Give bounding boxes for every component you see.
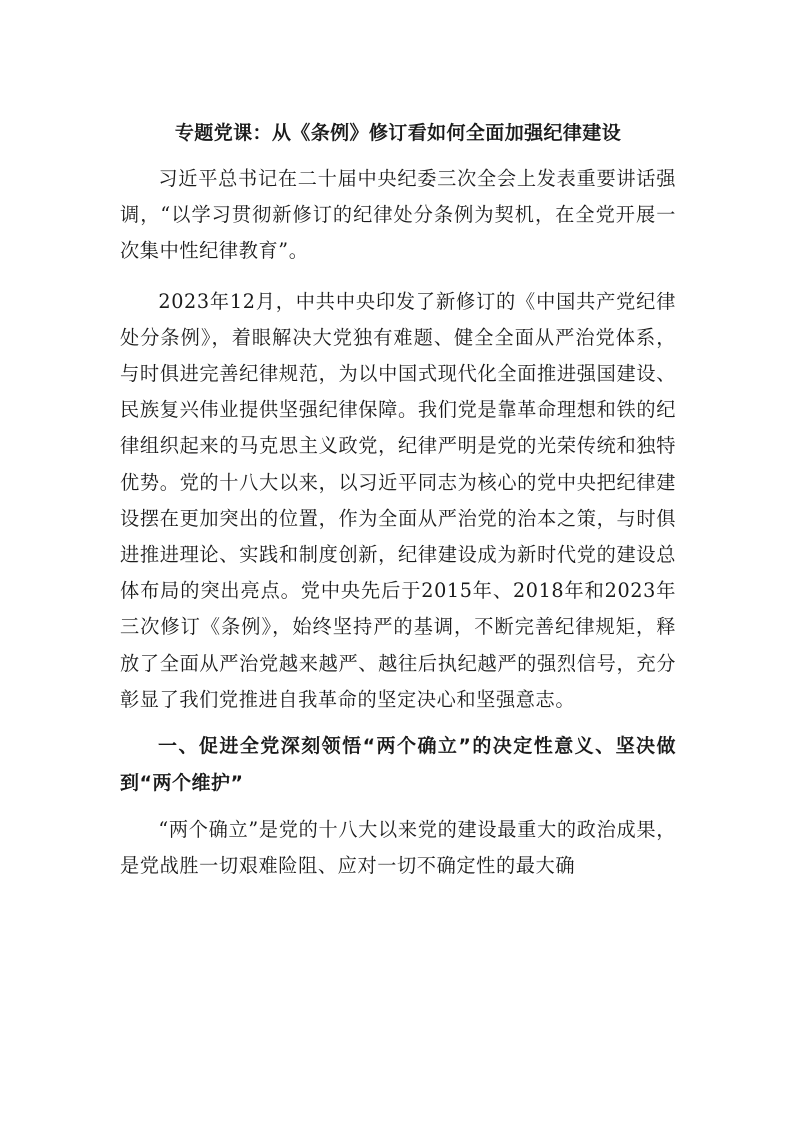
section-heading: 一、促进全党深刻领悟“两个确立”的决定性意义、坚决做到“两个维护” xyxy=(120,735,676,795)
document-title: 专题党课：从《条例》修订看如何全面加强纪律建设 xyxy=(174,122,622,144)
section-paragraph: “两个确立”是党的十八大以来党的建设最重大的政治成果，是党战胜一切艰难险阻、应对一切不确定性的最大确 xyxy=(120,818,676,878)
document-body xyxy=(120,113,676,884)
body-paragraph: 2023年12月，中共中央印发了新修订的《中国共产党纪律处分条例》，着眼解决大党独有难题、健全全面从严治党体系，与时俱进完善纪律规范，为以中国式现代化全面推进强国建设、民族复兴伟业提供坚强纪律保障。我们党是靠革命理想和铁的纪律组织起来的马克思主义政党，纪律严明是党的光荣传统和独特优势。党的十八大以来，以习近平同志为核心的党中央把纪律建设摆在更加突出的位置，作为全面从严治党的治本之策，与时俱进推进理论、实践和制度创新，纪律建设成为新时代党的建设总体布局的突出亮点。党中央先后于2015年、2018年和2023年三次修订《条例》，始终坚持严的基调，不断完善纪律规矩，释放了全面从严治党越来越严、越往后执纪越严的强烈信号，充分彰显了我们党推进自我革命的坚定决心和坚强意志。 xyxy=(120,289,676,711)
intro-paragraph: 习近平总书记在二十届中央纪委三次全会上发表重要讲话强调，“以学习贯彻新修订的纪律处分条例为契机，在全党开展一次集中性纪律教育”。 xyxy=(120,167,676,263)
